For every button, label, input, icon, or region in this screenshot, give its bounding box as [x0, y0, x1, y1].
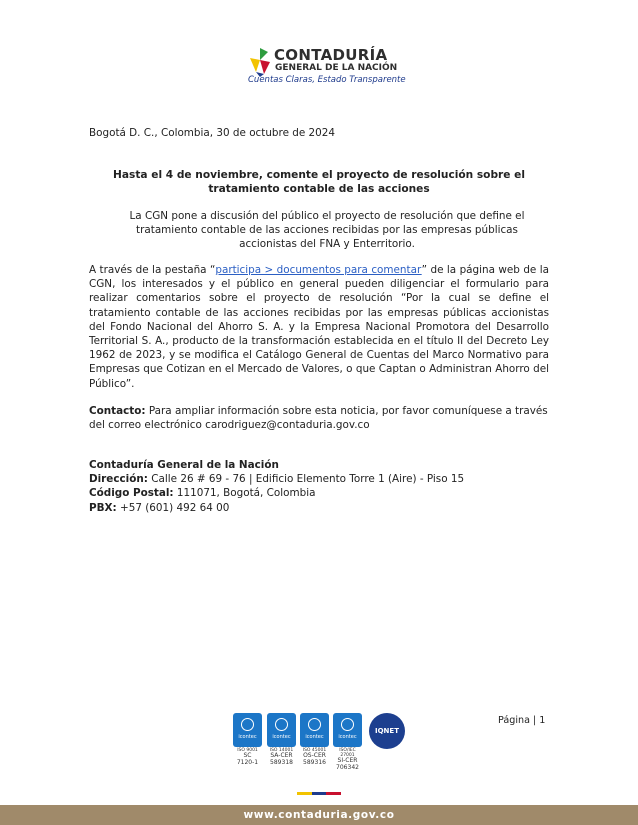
address-label: Dirección: [89, 473, 148, 486]
lead-paragraph: La CGN pone a discusión del público el proyecto de resolución que define el tratamiento contable de las acciones recibidas por las empresas públicas accionistas del FNA y Enterritorio. [129, 210, 525, 251]
page-number: Página | 1 [498, 715, 546, 726]
contact-paragraph [89, 404, 549, 432]
logo-title: CONTADURÍA [274, 46, 388, 64]
participa-link[interactable]: participa > documentos para comentar [215, 264, 422, 276]
flag-stripe [312, 792, 327, 795]
certification-badge: icontec ISO 45001 OS-CER 589316 [300, 713, 329, 775]
contact-text: Para ampliar información sobre esta noticia, por favor comuníquese a través del correo electrónico carodriguez@contaduria.gov.co [89, 405, 548, 432]
body-paragraph [89, 263, 549, 391]
organization-info [89, 458, 559, 515]
headline-line-1: Hasta el 4 de noviembre, comente el proyecto de resolución sobre el [113, 169, 525, 181]
contact-label: Contacto: [89, 405, 146, 417]
postal-value: 111071, Bogotá, Colombia [173, 487, 316, 500]
pbx-label: PBX: [89, 501, 117, 514]
flag-stripe [326, 792, 341, 795]
icontec-icon [241, 718, 254, 731]
certification-badge: icontec ISO 9001 SC 7120-1 [233, 713, 262, 775]
cgn-logo [246, 46, 406, 86]
org-name: Contaduría General de la Nación [89, 459, 279, 471]
website-url[interactable]: www.contaduria.gov.co [243, 809, 395, 821]
footer-band [0, 805, 638, 825]
certification-badge: icontec ISO 14001 SA-CER 589318 [267, 713, 296, 775]
cgn-emblem-icon [246, 46, 276, 78]
body-text-rest: ” de la página web de la CGN, los interesados y el público en general pueden diligenciar el formulario para realizar comentarios sobre el proyecto de resolución “Por la cual se define el tratamiento contable de las acciones recibidas por las empresas públicas accionistas del Fondo Nacional del Ahorro S. A. y la Empresa Nacional Promotora del Desarrollo Territorial S. A., producto de la transformación establecida en el título II del Decreto Ley 1962 de 2023, y se modifica el Catálogo General de Cuentas del Marco Normativo para Empresas que Cotizan en el Mercado de Valores, o que Captan o Administran Ahorro del Público”. [89, 264, 550, 390]
iqnet-logo: IQNET [369, 713, 405, 749]
headline-line-2: tratamiento contable de las acciones [208, 183, 430, 196]
postal-label: Código Postal: [89, 487, 174, 500]
body-text-start: A través de la pestaña “ [89, 264, 216, 276]
logo-subtitle: GENERAL DE LA NACIÓN [275, 63, 398, 73]
certification-logos [233, 713, 405, 775]
icontec-icon [275, 718, 288, 731]
certification-badge: icontec ISO/IEC 27001 SI-CER 706342 [333, 713, 362, 775]
pbx-value: +57 (601) 492 64 00 [116, 501, 230, 514]
headline [89, 168, 549, 196]
flag-stripe [297, 792, 312, 795]
address-value: Calle 26 # 69 - 76 | Edificio Elemento Torre 1 (Aire) - Piso 15 [147, 473, 465, 486]
icontec-icon [341, 718, 354, 731]
document-date: Bogotá D. C., Colombia, 30 de octubre de 2024 [89, 127, 336, 139]
logo-slogan: Cuentas Claras, Estado Transparente [248, 75, 406, 85]
flag-color-bar [297, 792, 341, 795]
icontec-icon [308, 718, 321, 731]
